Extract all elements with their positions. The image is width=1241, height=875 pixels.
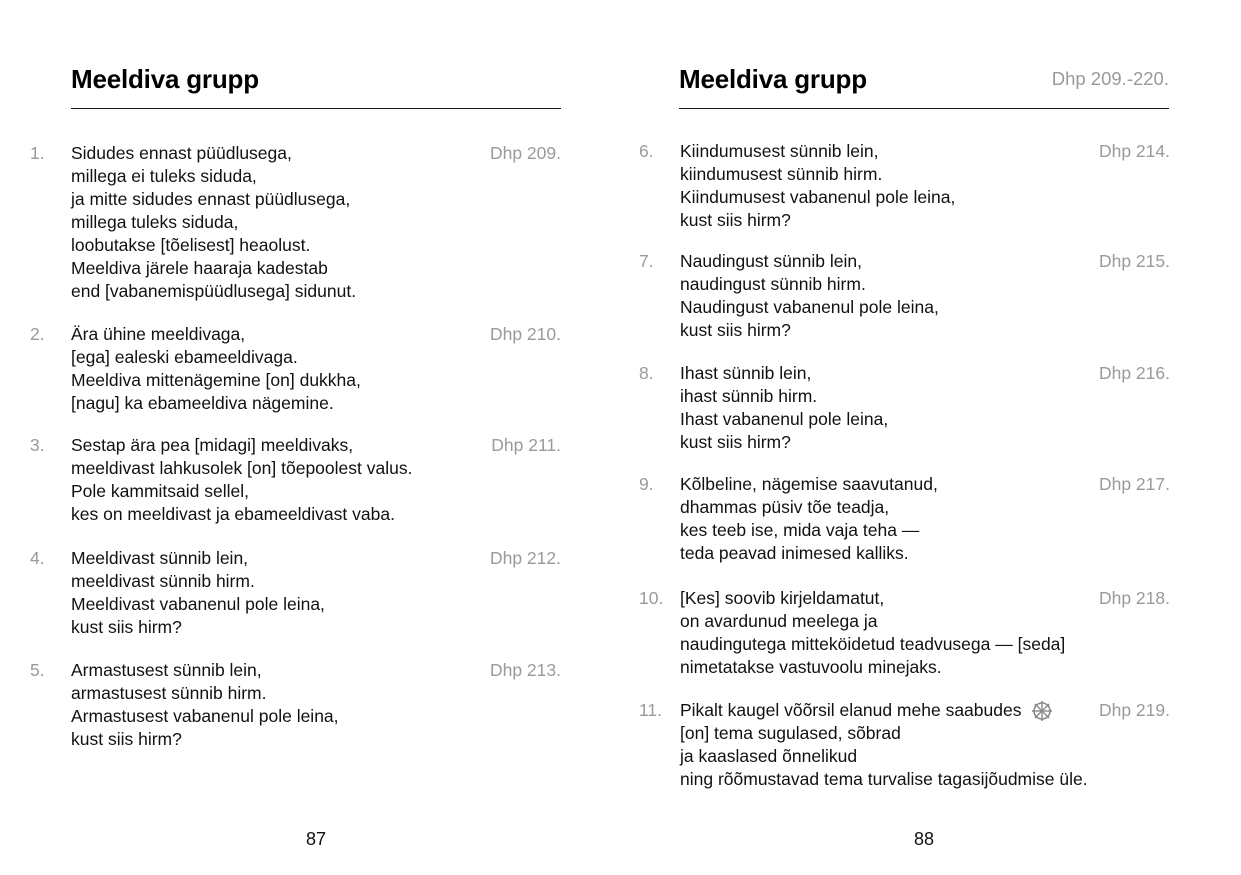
verse-lines	[71, 142, 356, 303]
left-header	[71, 62, 561, 109]
verse-line: teda peavad inimesed kalliks.	[680, 543, 909, 563]
verse-line: Ihast sünnib lein,	[680, 363, 812, 383]
verse-line: armastusest sünnib hirm.	[71, 683, 267, 703]
verse-line: kust siis hirm?	[680, 432, 791, 452]
verse-lines	[71, 547, 325, 639]
verse-line: ihast sünnib hirm.	[680, 386, 818, 406]
verse-reference: Dhp 216.	[1098, 363, 1170, 383]
verse-line: Naudingust sünnib lein,	[680, 251, 862, 271]
verse-block	[639, 587, 1179, 679]
verse-line: loobutakse [tõelisest] heaolust.	[71, 235, 311, 255]
verse-line: Meeldiva järele haaraja kadestab	[71, 258, 328, 278]
verse-line: [nagu] ka ebameeldiva nägemine.	[71, 393, 334, 413]
verse-number: 10.	[639, 588, 664, 608]
verse-line: dhammas püsiv tõe teadja,	[680, 497, 890, 517]
verse-block	[639, 473, 1179, 565]
verse-line: Meeldivast vabanenul pole leina,	[71, 594, 325, 614]
verse-line: Sidudes ennast püüdlusega,	[71, 143, 292, 163]
verse-block	[639, 250, 1179, 342]
verse-lines	[680, 473, 938, 565]
verse-line: Kiindumusest sünnib lein,	[680, 141, 879, 161]
verse-line: nimetatakse vastuvoolu minejaks.	[680, 657, 942, 677]
verse-line: [ega] ealeski ebameeldivaga.	[71, 347, 298, 367]
verse-line: Pole kammitsaid sellel,	[71, 481, 249, 501]
verse-line: ja kaaslased õnnelikud	[680, 746, 858, 766]
left-page	[0, 0, 620, 875]
verse-line: Pikalt kaugel võõrsil elanud mehe saabudes	[680, 700, 1022, 720]
verse-line: Armastusest vabanenul pole leina,	[71, 706, 339, 726]
verse-block	[30, 323, 570, 415]
verse-number: 3.	[30, 435, 45, 455]
verse-block	[30, 142, 570, 303]
verse-line: kust siis hirm?	[680, 320, 791, 340]
verse-line: Meeldiva mittenägemine [on] dukkha,	[71, 370, 361, 390]
verse-reference: Dhp 217.	[1098, 474, 1170, 494]
verse-block	[30, 659, 570, 751]
verse-line: Armastusest sünnib lein,	[71, 660, 262, 680]
verse-reference: Dhp 212.	[489, 548, 561, 568]
verse-reference: Dhp 214.	[1098, 141, 1170, 161]
right-page-title: Meeldiva grupp	[679, 64, 867, 94]
verse-lines	[71, 434, 412, 526]
verse-number: 8.	[639, 363, 654, 383]
verse-line: kiindumusest sünnib hirm.	[680, 164, 883, 184]
verse-line: Kiindumusest vabanenul pole leina,	[680, 187, 956, 207]
verse-reference: Dhp 211.	[491, 435, 561, 455]
verse-line: on avardunud meelega ja	[680, 611, 878, 631]
verse-number: 5.	[30, 660, 45, 680]
verse-line: Sestap ära pea [midagi] meeldivaks,	[71, 435, 354, 455]
verse-line: naudingust sünnib hirm.	[680, 274, 866, 294]
verse-line: kes on meeldivast ja ebameeldivast vaba.	[71, 504, 395, 524]
verse-line: meeldivast lahkusolek [on] tõepoolest valus.	[71, 458, 413, 478]
verse-line: kust siis hirm?	[71, 729, 182, 749]
verse-lines	[71, 323, 361, 415]
verse-lines	[680, 250, 939, 342]
verse-line: meeldivast sünnib hirm.	[71, 571, 255, 591]
verse-line: kust siis hirm?	[71, 617, 182, 637]
right-header-reference: Dhp 209.-220.	[1051, 68, 1169, 89]
right-header	[679, 62, 1169, 109]
verse-number: 9.	[639, 474, 654, 494]
verse-line: Ihast vabanenul pole leina,	[680, 409, 889, 429]
left-page-title: Meeldiva grupp	[71, 64, 259, 94]
verse-number: 7.	[639, 251, 654, 271]
verse-lines	[71, 659, 339, 751]
verse-lines	[680, 362, 888, 454]
verse-lines	[680, 587, 1065, 679]
right-page-number: 88	[913, 829, 935, 849]
verse-line: millega tuleks siduda,	[71, 212, 239, 232]
left-page-number: 87	[305, 829, 327, 849]
verse-reference: Dhp 209.	[489, 143, 561, 163]
verse-line: [on] tema sugulased, sõbrad	[680, 723, 901, 743]
dharma-wheel-icon	[1032, 701, 1052, 721]
verse-block	[30, 547, 570, 639]
verse-number: 6.	[639, 141, 654, 161]
verse-line: [Kes] soovib kirjeldamatut,	[680, 588, 885, 608]
verse-line: kes teeb ise, mida vaja teha —	[680, 520, 920, 540]
verse-reference: Dhp 210.	[489, 324, 561, 344]
verse-line: Ära ühine meeldivaga,	[71, 324, 246, 344]
verse-line: ning rõõmustavad tema turvalise tagasijõudmise üle.	[680, 769, 1088, 789]
verse-number: 11.	[639, 700, 663, 720]
verse-block	[639, 362, 1179, 454]
verse-line: Meeldivast sünnib lein,	[71, 548, 249, 568]
verse-line: kust siis hirm?	[680, 210, 791, 230]
verse-number: 4.	[30, 548, 45, 568]
verse-block	[639, 699, 1179, 791]
verse-block	[30, 434, 570, 526]
verse-block	[639, 140, 1179, 232]
verse-number: 2.	[30, 324, 45, 344]
verse-lines	[680, 140, 955, 232]
verse-number: 1.	[30, 143, 45, 163]
verse-lines	[680, 699, 1088, 791]
verse-line: naudingutega mitteköidetud teadvusega — [seda]	[680, 634, 1066, 654]
verse-line: Kõlbeline, nägemise saavutanud,	[680, 474, 938, 494]
verse-line: millega ei tuleks siduda,	[71, 166, 257, 186]
verse-reference: Dhp 219.	[1098, 700, 1170, 720]
verse-reference: Dhp 213.	[489, 660, 561, 680]
verse-reference: Dhp 218.	[1098, 588, 1170, 608]
verse-line: end [vabanemispüüdlusega] sidunut.	[71, 281, 357, 301]
right-page	[620, 0, 1241, 875]
verse-reference: Dhp 215.	[1098, 251, 1170, 271]
verse-line: Naudingust vabanenul pole leina,	[680, 297, 939, 317]
verse-line: ja mitte sidudes ennast püüdlusega,	[71, 189, 351, 209]
